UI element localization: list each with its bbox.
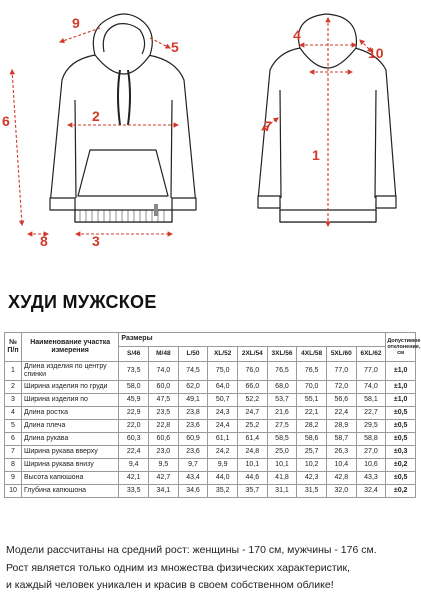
- size-value: 75,0: [208, 362, 238, 381]
- size-value: 73,5: [119, 362, 149, 381]
- measurement-name: Высота капюшона: [21, 472, 118, 485]
- size-value: 9,7: [178, 459, 208, 472]
- measurement-name: Ширина изделия по груди: [21, 381, 118, 394]
- measure-label-3: 3: [92, 233, 100, 249]
- size-value: 66,0: [238, 381, 268, 394]
- size-value: 42,8: [326, 472, 356, 485]
- measurement-name: Глубина капюшона: [21, 485, 118, 498]
- row-number: 7: [5, 446, 22, 459]
- header-measurement-name: Наименование участка измерения: [21, 333, 118, 362]
- measure-label-9: 9: [72, 15, 80, 31]
- size-column-header: XL/52: [208, 347, 238, 362]
- measure-label-6: 6: [2, 113, 10, 129]
- footer-line-3: и каждый человек уникален и красив в своем собственном облике!: [6, 579, 334, 591]
- size-value: 61,1: [208, 433, 238, 446]
- header-sizes: Размеры: [119, 333, 386, 347]
- size-value: 10,6: [356, 459, 386, 472]
- size-value: 52,2: [238, 394, 268, 407]
- hoodie-measurement-diagram: [0, 0, 421, 270]
- size-value: 53,7: [267, 394, 297, 407]
- size-value: 35,2: [208, 485, 238, 498]
- size-value: 23,6: [178, 420, 208, 433]
- size-value: 77,0: [356, 362, 386, 381]
- size-value: 32,0: [326, 485, 356, 498]
- size-value: 10,4: [326, 459, 356, 472]
- size-value: 43,3: [356, 472, 386, 485]
- size-value: 49,1: [178, 394, 208, 407]
- size-value: 55,1: [297, 394, 327, 407]
- row-number: 1: [5, 362, 22, 381]
- tolerance-value: ±0,2: [386, 459, 416, 472]
- measure-label-1: 1: [312, 147, 320, 163]
- size-value: 23,0: [149, 446, 179, 459]
- size-value: 76,5: [297, 362, 327, 381]
- size-column-header: 6XL/62: [356, 347, 386, 362]
- size-value: 56,6: [326, 394, 356, 407]
- measure-label-4: 4: [293, 27, 301, 43]
- size-column-header: 4XL/58: [297, 347, 327, 362]
- size-column-header: 3XL/56: [267, 347, 297, 362]
- header-number: № П/п: [5, 333, 22, 362]
- tolerance-value: ±1,0: [386, 394, 416, 407]
- size-value: 24,7: [238, 407, 268, 420]
- measure-label-10: 10: [368, 45, 384, 61]
- size-table: [4, 332, 421, 498]
- row-number: 2: [5, 381, 22, 394]
- table-row: [5, 485, 416, 498]
- size-value: 60,9: [178, 433, 208, 446]
- measurement-name: Ширина рукава внизу: [21, 459, 118, 472]
- size-value: 41,8: [267, 472, 297, 485]
- tolerance-value: ±0,5: [386, 472, 416, 485]
- measure-label-8: 8: [40, 233, 48, 249]
- tolerance-value: ±1,0: [386, 362, 416, 381]
- size-value: 45,9: [119, 394, 149, 407]
- page-title: ХУДИ МУЖСКОЕ: [8, 292, 157, 312]
- size-value: 22,7: [356, 407, 386, 420]
- measurement-name: Длина изделия по центру спинки: [21, 362, 118, 381]
- size-value: 10,1: [267, 459, 297, 472]
- size-value: 26,3: [326, 446, 356, 459]
- table-row: [5, 459, 416, 472]
- row-number: 4: [5, 407, 22, 420]
- size-column-header: 2XL/54: [238, 347, 268, 362]
- row-number: 10: [5, 485, 22, 498]
- size-value: 77,0: [326, 362, 356, 381]
- size-value: 25,7: [297, 446, 327, 459]
- size-value: 24,8: [238, 446, 268, 459]
- size-value: 22,4: [326, 407, 356, 420]
- size-value: 34,6: [178, 485, 208, 498]
- size-value: 27,0: [356, 446, 386, 459]
- size-value: 25,0: [267, 446, 297, 459]
- size-value: 22,0: [119, 420, 149, 433]
- size-value: 24,4: [208, 420, 238, 433]
- tolerance-value: ±0,2: [386, 485, 416, 498]
- measurement-name: Длина ростка: [21, 407, 118, 420]
- table-row: [5, 420, 416, 433]
- size-value: 68,0: [267, 381, 297, 394]
- size-value: 62,0: [178, 381, 208, 394]
- size-value: 60,0: [149, 381, 179, 394]
- size-value: 24,2: [208, 446, 238, 459]
- size-value: 22,8: [149, 420, 179, 433]
- row-number: 8: [5, 459, 22, 472]
- tolerance-value: ±0,5: [386, 420, 416, 433]
- size-value: 58,7: [326, 433, 356, 446]
- size-value: 76,5: [267, 362, 297, 381]
- size-value: 10,1: [238, 459, 268, 472]
- size-value: 31,1: [267, 485, 297, 498]
- size-value: 34,1: [149, 485, 179, 498]
- size-column-header: L/50: [178, 347, 208, 362]
- header-tolerance: Допустимое отклонение, см: [386, 333, 416, 362]
- tolerance-value: ±0,5: [386, 433, 416, 446]
- size-value: 64,0: [208, 381, 238, 394]
- size-value: 60,3: [119, 433, 149, 446]
- size-value: 74,5: [178, 362, 208, 381]
- tolerance-value: ±0,3: [386, 446, 416, 459]
- row-number: 6: [5, 433, 22, 446]
- tolerance-value: ±0,5: [386, 407, 416, 420]
- table-row: [5, 446, 416, 459]
- size-value: 42,7: [149, 472, 179, 485]
- row-number: 3: [5, 394, 22, 407]
- measurement-name: Ширина рукава вверху: [21, 446, 118, 459]
- size-value: 23,5: [149, 407, 179, 420]
- table-row: [5, 472, 416, 485]
- size-value: 60,6: [149, 433, 179, 446]
- size-value: 42,3: [297, 472, 327, 485]
- row-number: 9: [5, 472, 22, 485]
- size-value: 21,6: [267, 407, 297, 420]
- size-value: 32,4: [356, 485, 386, 498]
- size-value: 9,5: [149, 459, 179, 472]
- measurement-name: Длина рукава: [21, 433, 118, 446]
- footer-line-2: Рост является только одним из множества физических характеристик,: [6, 562, 351, 574]
- size-value: 27,5: [267, 420, 297, 433]
- size-value: 58,1: [356, 394, 386, 407]
- table-row: [5, 407, 416, 420]
- size-value: 42,1: [119, 472, 149, 485]
- size-value: 23,6: [178, 446, 208, 459]
- size-value: 10,2: [297, 459, 327, 472]
- size-value: 70,0: [297, 381, 327, 394]
- footer-line-1: Модели рассчитаны на средний рост: женщины - 170 см, мужчины - 176 см.: [6, 544, 377, 556]
- size-value: 22,1: [297, 407, 327, 420]
- size-value: 58,5: [267, 433, 297, 446]
- size-value: 35,7: [238, 485, 268, 498]
- table-row: [5, 362, 416, 381]
- size-value: 58,8: [356, 433, 386, 446]
- measure-label-5: 5: [171, 39, 179, 55]
- size-value: 58,6: [297, 433, 327, 446]
- size-value: 33,5: [119, 485, 149, 498]
- size-value: 44,6: [238, 472, 268, 485]
- size-value: 58,0: [119, 381, 149, 394]
- size-value: 28,9: [326, 420, 356, 433]
- size-value: 44,0: [208, 472, 238, 485]
- row-number: 5: [5, 420, 22, 433]
- measurement-name: Ширина изделия по: [21, 394, 118, 407]
- size-value: 9,9: [208, 459, 238, 472]
- measurement-name: Длина плеча: [21, 420, 118, 433]
- size-value: 22,9: [119, 407, 149, 420]
- size-value: 22,4: [119, 446, 149, 459]
- size-value: 28,2: [297, 420, 327, 433]
- size-value: 29,5: [356, 420, 386, 433]
- size-value: 24,3: [208, 407, 238, 420]
- measure-label-2: 2: [92, 108, 100, 124]
- size-value: 76,0: [238, 362, 268, 381]
- size-value: 74,0: [356, 381, 386, 394]
- size-value: 72,0: [326, 381, 356, 394]
- size-column-header: 5XL/60: [326, 347, 356, 362]
- table-row: [5, 394, 416, 407]
- measure-label-7: 7: [264, 118, 272, 134]
- size-value: 25,2: [238, 420, 268, 433]
- size-value: 50,7: [208, 394, 238, 407]
- size-column-header: S/46: [119, 347, 149, 362]
- size-value: 43,4: [178, 472, 208, 485]
- tolerance-value: ±1,0: [386, 381, 416, 394]
- table-row: [5, 433, 416, 446]
- size-value: 61,4: [238, 433, 268, 446]
- size-value: 47,5: [149, 394, 179, 407]
- size-value: 9,4: [119, 459, 149, 472]
- size-value: 31,5: [297, 485, 327, 498]
- size-value: 74,0: [149, 362, 179, 381]
- table-row: [5, 381, 416, 394]
- size-column-header: M/48: [149, 347, 179, 362]
- size-value: 23,8: [178, 407, 208, 420]
